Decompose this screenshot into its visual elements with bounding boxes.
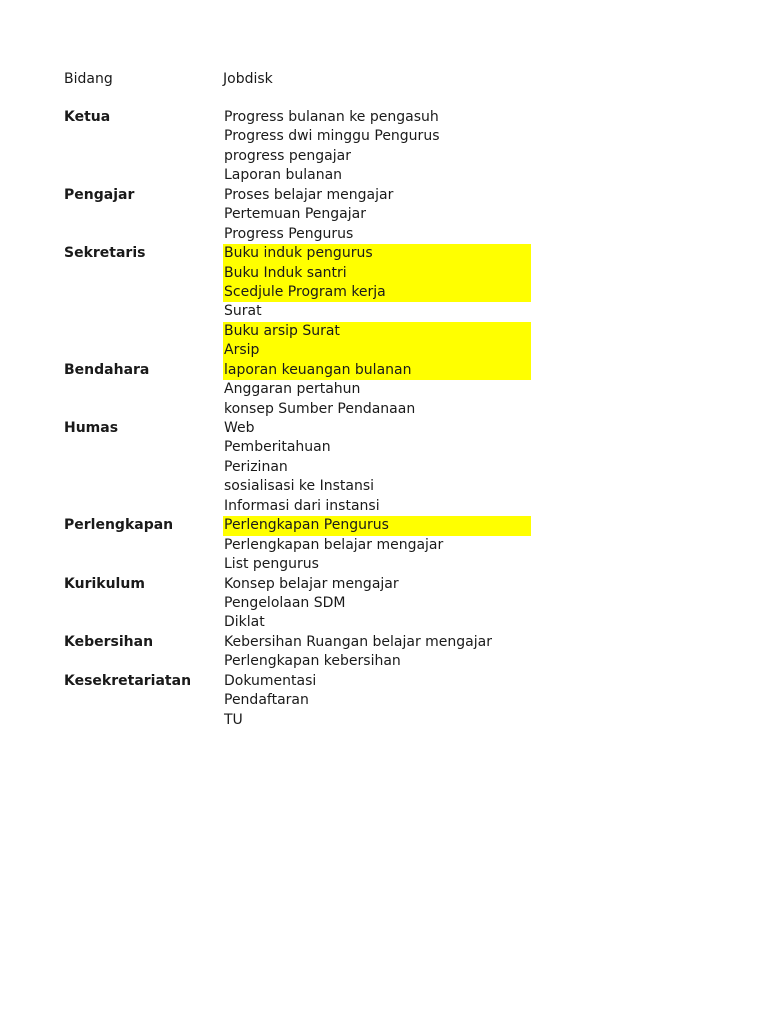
- table-row: [0, 555, 768, 574]
- table-row: [0, 264, 768, 283]
- table-row: [0, 594, 768, 613]
- jobdisk-cell: sosialisasi ke Instansi: [224, 478, 375, 495]
- header-bidang: Bidang: [64, 71, 113, 87]
- table-row: [0, 458, 768, 477]
- jobdisk-cell: laporan keuangan bulanan: [223, 361, 531, 380]
- bidang-cell: Perlengkapan: [64, 517, 174, 534]
- jobdisk-cell: Pendaftaran: [224, 692, 309, 709]
- bidang-cell: Ketua: [64, 109, 111, 125]
- bidang-cell: Kesekretariatan: [64, 672, 192, 689]
- bidang-cell: Humas: [64, 420, 119, 436]
- jobdisk-cell: Pengelolaan SDM: [224, 594, 346, 611]
- jobdisk-cell: Perizinan: [224, 458, 288, 475]
- table-row: [0, 244, 768, 263]
- jobdisk-cell: Konsep belajar mengajar: [224, 575, 399, 592]
- table-row: [0, 691, 768, 710]
- table-row: [0, 652, 768, 671]
- header-jobdisk: Jobdisk: [223, 71, 273, 87]
- table-row: [0, 497, 768, 516]
- jobdisk-cell: Buku Induk santri: [223, 264, 531, 283]
- table-header: [0, 69, 768, 89]
- table-row: [0, 536, 768, 555]
- table-row: [0, 186, 768, 205]
- table-row: [0, 516, 768, 535]
- table-row: [0, 613, 768, 632]
- jobdisk-cell: Kebersihan Ruangan belajar mengajar: [224, 633, 492, 650]
- table-row: [0, 438, 768, 457]
- table-row: [0, 166, 768, 185]
- jobdisk-cell: Progress bulanan ke pengasuh: [224, 109, 439, 125]
- jobdisk-cell: TU: [224, 711, 243, 728]
- jobdisk-cell: progress pengajar: [224, 147, 351, 164]
- jobdisk-cell: Buku induk pengurus: [223, 244, 531, 263]
- bidang-cell: Kebersihan: [64, 633, 154, 650]
- table-row: [0, 205, 768, 224]
- bidang-cell: Bendahara: [64, 361, 150, 378]
- table-row: [0, 225, 768, 244]
- table-row: [0, 147, 768, 166]
- bidang-cell: Kurikulum: [64, 575, 145, 592]
- table-row: [0, 127, 768, 146]
- bidang-cell: Pengajar: [64, 186, 135, 203]
- jobdisk-cell: Progress Pengurus: [224, 225, 354, 242]
- jobdisk-cell: Dokumentasi: [224, 672, 317, 689]
- table-row: [0, 711, 768, 730]
- jobdisk-cell: Laporan bulanan: [224, 167, 343, 184]
- jobdisk-cell: Buku arsip Surat: [223, 322, 531, 341]
- table-row: [0, 380, 768, 399]
- jobdisk-cell: Pemberitahuan: [224, 439, 331, 456]
- jobdisk-cell: Surat: [224, 303, 262, 320]
- jobdisk-cell: Perlengkapan Pengurus: [223, 516, 531, 535]
- table-row: [0, 419, 768, 438]
- table-row: [0, 672, 768, 691]
- jobdisk-cell: Web: [224, 420, 255, 436]
- table-row: [0, 322, 768, 341]
- table-row: [0, 361, 768, 380]
- job-table: [0, 108, 768, 730]
- jobdisk-cell: List pengurus: [224, 556, 319, 573]
- table-row: [0, 302, 768, 321]
- table-row: [0, 400, 768, 419]
- jobdisk-cell: Proses belajar mengajar: [224, 186, 394, 203]
- jobdisk-cell: Arsip: [223, 341, 531, 360]
- jobdisk-cell: Perlengkapan belajar mengajar: [224, 536, 444, 553]
- table-row: [0, 283, 768, 302]
- table-row: [0, 633, 768, 652]
- table-row: [0, 341, 768, 360]
- table-row: [0, 108, 768, 127]
- jobdisk-cell: Scedjule Program kerja: [223, 283, 531, 302]
- bidang-cell: Sekretaris: [64, 245, 146, 262]
- jobdisk-cell: Perlengkapan kebersihan: [224, 653, 401, 670]
- jobdisk-cell: Informasi dari instansi: [224, 497, 380, 514]
- jobdisk-cell: Pertemuan Pengajar: [224, 206, 366, 223]
- table-row: [0, 575, 768, 594]
- jobdisk-cell: Progress dwi minggu Pengurus: [224, 128, 440, 145]
- jobdisk-cell: Anggaran pertahun: [224, 381, 361, 398]
- jobdisk-cell: Diklat: [224, 614, 265, 631]
- jobdisk-cell: konsep Sumber Pendanaan: [224, 400, 416, 417]
- table-row: [0, 477, 768, 496]
